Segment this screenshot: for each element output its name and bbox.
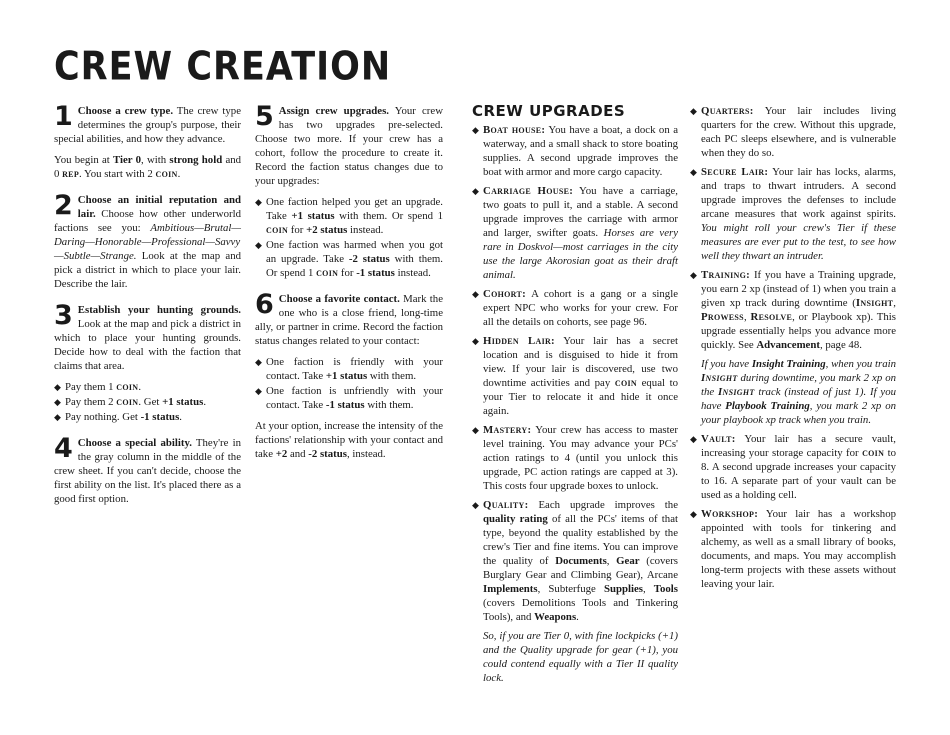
diamond-bullet-icon: ◆: [54, 382, 61, 392]
diamond-bullet-icon: ◆: [690, 270, 697, 280]
list-item: ◆ One faction is unfriendly with your contact. Take -1 status with them.: [255, 385, 443, 411]
diamond-bullet-icon: ◆: [472, 500, 479, 510]
step-number: 1: [54, 101, 73, 132]
step-5: 5 Assign crew upgrades. Your crew has two upgrades pre-selected. Choose two more. If your crew has a cohort, follow the procedure to create it. Record the faction status changes due to your upgrades: ◆ One faction helped you get an upgrade. Take +1 status with them. Or spend 1 coin for +2 status instead. ◆ One faction was harmed when you got an upgrade. Take -2 status with them. Or spend 1 coin for -1 status instead.: [255, 101, 443, 279]
diamond-bullet-icon: ◆: [690, 434, 697, 444]
step-heading: Choose a crew type.: [77, 105, 174, 117]
list-item: ◆ Pay them 1 coin.: [54, 381, 142, 393]
step-heading: Choose a special ability.: [77, 437, 192, 449]
upgrade-status-options: [255, 195, 443, 280]
diamond-bullet-icon: ◆: [255, 197, 262, 207]
upgrade-mastery: ◆ Mastery: Your crew has access to master level training. You may advance your PCs' action ratings to 4 (until you unlock this upgrade, PC action ratings are capped at 3). This costs four upgrade boxes to unlock.: [472, 424, 678, 492]
training-example-note: If you have Insight Training, when you train Insight during downtime, you mark 2 xp on the Insight track (instead of just 1). If you have Playbook Training, you mark 2 xp on your playbook xp track when you train.: [701, 358, 897, 426]
diamond-bullet-icon: ◆: [472, 336, 479, 346]
upgrade-hidden-lair: ◆ Hidden Lair: Your lair has a secret location and is disguised to hide it from view. If your lair is discovered, use two downtime activities and pay coin equal to your Tier to relocate it and hide it once again.: [472, 335, 679, 417]
step-4: 4 Choose a special ability. They're in the gray column in the middle of the crew sheet. If you can't decide, choose the first ability on the list. It's placed there as a good first option.: [54, 433, 241, 505]
upgrade-cohort: ◆ Cohort: A cohort is a gang or a single expert NPC who works for your crew. For all the details on cohorts, see page 96.: [472, 288, 678, 328]
step-heading: Assign crew upgrades.: [278, 105, 389, 117]
step-heading: Establish your hunting grounds.: [77, 304, 241, 316]
diamond-bullet-icon: ◆: [54, 412, 61, 422]
step-heading: Choose an initial reputation and lair.: [77, 194, 241, 220]
step-number: 5: [255, 101, 274, 132]
quality-example-note: So, if you are Tier 0, with fine lockpicks (+1) and the Quality upgrade for gear (+1), you could contend equally with a Tier II quality lock.: [483, 630, 678, 684]
hunting-ground-options: [54, 380, 241, 424]
list-item: ◆ One faction is friendly with your contact. Take +1 status with them.: [255, 356, 443, 382]
list-item: ◆ Pay them 2 coin. Get +1 status.: [54, 396, 207, 408]
diamond-bullet-icon: ◆: [690, 167, 697, 177]
step-1: 1 Choose a crew type. The crew type determines the group's purpose, their special abilities, and how they advance. You begin at Tier 0, with strong hold and 0 rep. You start with 2 coin.: [54, 101, 242, 180]
steps-column-1: [54, 101, 242, 518]
diamond-bullet-icon: ◆: [472, 186, 479, 196]
list-item: ◆ One faction helped you get an upgrade. Take +1 status with them. Or spend 1 coin for +2 status instead.: [255, 196, 443, 236]
contact-closing-note: At your option, increase the intensity of the factions' relationship with your contact and take +2 and -2 status, instead.: [255, 420, 443, 460]
list-item: ◆ Pay nothing. Get -1 status.: [54, 411, 182, 423]
diamond-bullet-icon: ◆: [54, 397, 61, 407]
step-6: 6 Choose a favorite contact. Mark the one who is a close friend, long-time ally, or partner in crime. Record the faction status changes related to your contact: ◆ One faction is friendly with your contact. Take +1 status with them. ◆ One faction is unfriendly with your contact. Take -1 status with them. At your option, increase the intensity of the factions' relationship with your contact and take +2 and -2 status, instead.: [255, 289, 443, 460]
step-2: 2 Choose an initial reputation and lair. Choose how other underworld factions see you: Ambitious—Brutal—Daring—Honorable—Professional—Savvy—Subtle—Strange. Look at the map and pick a district in which to place your lair. Describe the lair.: [54, 190, 241, 290]
diamond-bullet-icon: ◆: [472, 425, 479, 435]
step-heading: Choose a favorite contact.: [278, 293, 400, 305]
upgrades-column-2: [690, 104, 896, 596]
diamond-bullet-icon: ◆: [690, 509, 697, 519]
upgrade-training: ◆ Training: If you have a Training upgrade, you earn 2 xp (instead of 1) when you train a given xp track during downtime (Insight, Prowess, Resolve, or Playbook xp). This upgrade essentially helps you advance more quickly. See Advancement, page 48.: [690, 269, 896, 351]
upgrade-carriage-house: ◆ Carriage House: You have a carriage, two goats to pull it, and a stable. A second upgrade improves the carriage with armor and larger, swifter goats. Horses are very rare in Doskvol—most carriages in the city use the large Akorosian goat as their draft animal.: [472, 185, 679, 281]
upgrades-column-1: [472, 104, 678, 690]
contact-status-options: [255, 355, 443, 412]
step-number: 4: [54, 433, 73, 464]
diamond-bullet-icon: ◆: [472, 125, 479, 135]
upgrade-vault: ◆ Vault: Your lair has a secure vault, increasing your storage capacity for coin to 8. A second upgrade increases your capacity to 16. A separate part of your vault can be used as a holding cell.: [690, 433, 896, 501]
diamond-bullet-icon: ◆: [255, 240, 262, 250]
upgrade-quality: ◆ Quality: Each upgrade improves the quality rating of all the PCs' items of that type, beyond the quality established by the crew's Tier and fine items. You can improve the quality of Documents, Gear (covers Burglary Gear and Climbing Gear), Arcane Implements, Subterfuge Supplies, Tools (covers Demolitions Tools and Tinkering Tools), and Weapons.: [472, 499, 678, 623]
diamond-bullet-icon: ◆: [255, 357, 262, 367]
step-3: 3 Establish your hunting grounds. Look at the map and pick a district in which to place your hunting grounds. Decide how to deal with the faction that claims that area. ◆ Pay them 1 coin. ◆ Pay them 2 coin. Get +1 status. ◆ Pay nothing. Get -1 status.: [54, 300, 241, 423]
upgrade-quarters: ◆ Quarters: Your lair includes living quarters for the crew. Without this upgrade, each PC sleeps elsewhere, and is vulnerable when they do so.: [690, 105, 896, 159]
steps-column-2: [255, 101, 443, 473]
upgrade-boat-house: ◆ Boat house: You have a boat, a dock on a waterway, and a small shack to store boating supplies. A second upgrade improves the boat with armor and more cargo capacity.: [472, 124, 678, 178]
diamond-bullet-icon: ◆: [255, 386, 262, 396]
page-title: CREW CREATION: [54, 44, 392, 90]
upgrade-secure-lair: ◆ Secure Lair: Your lair has locks, alarms, and traps to thwart intruders. A second upgrade improves the defenses to include arcane measures that work against spirits. You might roll your crew's Tier if these measures are ever put to the test, to see how well they thwart an intruder.: [690, 166, 896, 262]
crew-upgrades-heading: CREW UPGRADES: [472, 102, 626, 120]
diamond-bullet-icon: ◆: [690, 106, 697, 116]
step-number: 6: [255, 289, 274, 320]
upgrade-workshop: ◆ Workshop: Your lair has a workshop appointed with tools for tinkering and alchemy, as well as a small library of books, documents, and maps. You may accomplish long-term projects with these assets without leaving your lair.: [690, 508, 896, 590]
step-number: 2: [54, 190, 73, 221]
diamond-bullet-icon: ◆: [472, 289, 479, 299]
list-item: ◆ One faction was harmed when you got an upgrade. Take -2 status with them. Or spend 1 coin for -1 status instead.: [255, 239, 443, 279]
step-number: 3: [54, 300, 73, 331]
